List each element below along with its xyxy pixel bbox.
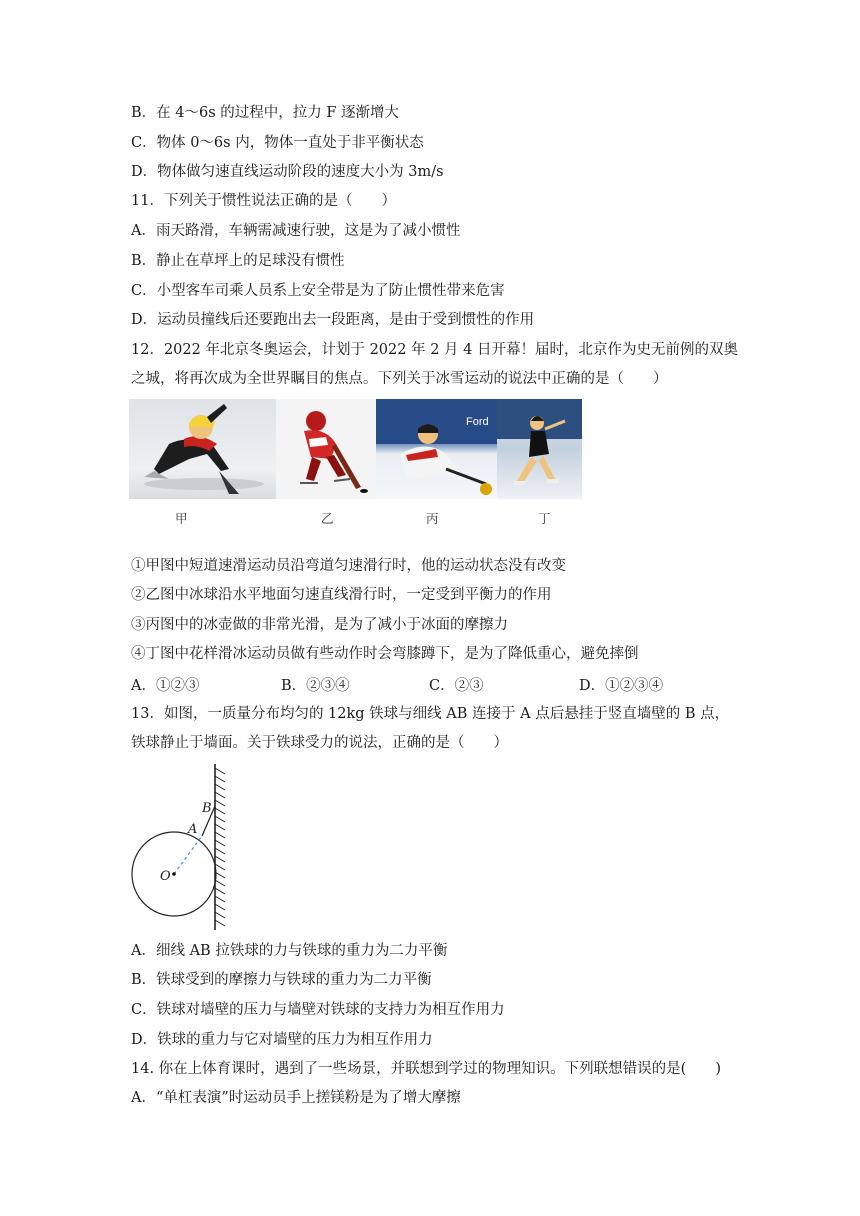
q13-option-b: B．铁球受到的摩擦力与铁球的重力为二力平衡 <box>131 972 432 988</box>
q10-option-d: D．物体做匀速直线运动阶段的速度大小为 3m/s <box>131 164 444 180</box>
label-b: B <box>202 801 212 816</box>
q12-option-c: C．②③ <box>429 678 484 694</box>
q11-stem: 11．下列关于惯性说法正确的是（ ） <box>131 193 396 209</box>
q10-option-b: B．在 4～6s 的过程中，拉力 F 逐渐增大 <box>131 105 400 121</box>
q12-option-a: A．①②③ <box>131 678 200 694</box>
q13-stem-line2: 铁球静止于墙面。关于铁球受力的说法，正确的是（ ） <box>131 735 508 751</box>
q12-stem-line1: 12．2022 年北京冬奥运会，计划于 2022 年 2 月 4 日开幕！届时，北京作为史无前例的双奥 <box>131 342 738 358</box>
q14-stem: 14. 你在上体育课时，遇到了一些场景，并联想到学过的物理知识。下列联想错误的是( ) <box>131 1061 721 1077</box>
svg-text:Ford: Ford <box>466 416 489 428</box>
q12-option-b: B．②③④ <box>281 678 350 694</box>
q10-option-c: C．物体 0～6s 内，物体一直处于非平衡状态 <box>131 135 424 151</box>
photo-figure-skater <box>497 399 582 499</box>
label-o: O <box>160 869 171 884</box>
caption-bing: 丙 <box>426 511 439 526</box>
q13-stem-line1: 13．如图，一质量分布均匀的 12kg 铁球与细线 AB 连接于 A 点后悬挂于竖直墙壁的 B 点， <box>131 706 730 722</box>
q12-statement-1: ①甲图中短道速滑运动员沿弯道匀速滑行时，他的运动状态没有改变 <box>131 558 566 574</box>
q12-option-d: D．①②③④ <box>579 678 664 694</box>
caption-ding: 丁 <box>538 511 551 526</box>
photo-short-track-skater <box>129 399 276 499</box>
label-a: A <box>188 822 198 837</box>
q11-option-d: D．运动员撞线后还要跑出去一段距离，是由于受到惯性的作用 <box>131 312 535 328</box>
q13-ball-wall-diagram <box>129 762 234 934</box>
q13-option-c: C．铁球对墙壁的压力与墙壁对铁球的支持力为相互作用力 <box>131 1002 505 1018</box>
q12-stem-line2: 之城，将再次成为全世界瞩目的焦点。下列关于冰雪运动的说法中正确的是（ ） <box>131 371 668 387</box>
q12-options <box>131 674 691 694</box>
photo-ice-hockey-player <box>276 399 376 499</box>
q12-photo-row <box>129 399 585 501</box>
q12-statement-3: ③丙图中的冰壶做的非常光滑，是为了减小于冰面的摩擦力 <box>131 617 508 633</box>
q11-option-c: C．小型客车司乘人员系上安全带是为了防止惯性带来危害 <box>131 283 505 299</box>
q12-statement-4: ④丁图中花样滑冰运动员做有些动作时会弯膝蹲下，是为了降低重心，避免摔倒 <box>131 646 639 662</box>
q13-option-d: D．铁球的重力与它对墙壁的压力为相互作用力 <box>131 1032 433 1048</box>
q12-statement-2: ②乙图中冰球沿水平地面匀速直线滑行时，一定受到平衡力的作用 <box>131 587 552 603</box>
caption-jia: 甲 <box>175 511 188 526</box>
wall-hatching <box>215 768 225 926</box>
q11-option-b: B．静止在草坪上的足球没有惯性 <box>131 253 345 269</box>
photo-curling-athlete <box>376 399 497 499</box>
caption-yi: 乙 <box>321 511 334 526</box>
q13-option-a: A．细线 AB 拉铁球的力与铁球的重力为二力平衡 <box>131 943 448 959</box>
center-point-o <box>172 872 176 876</box>
q11-option-a: A．雨天路滑，车辆需减速行驶，这是为了减小惯性 <box>131 223 461 239</box>
radius-oa <box>174 836 202 874</box>
q14-option-a: A．“单杠表演”时运动员手上搓镁粉是为了增大摩擦 <box>131 1090 461 1106</box>
